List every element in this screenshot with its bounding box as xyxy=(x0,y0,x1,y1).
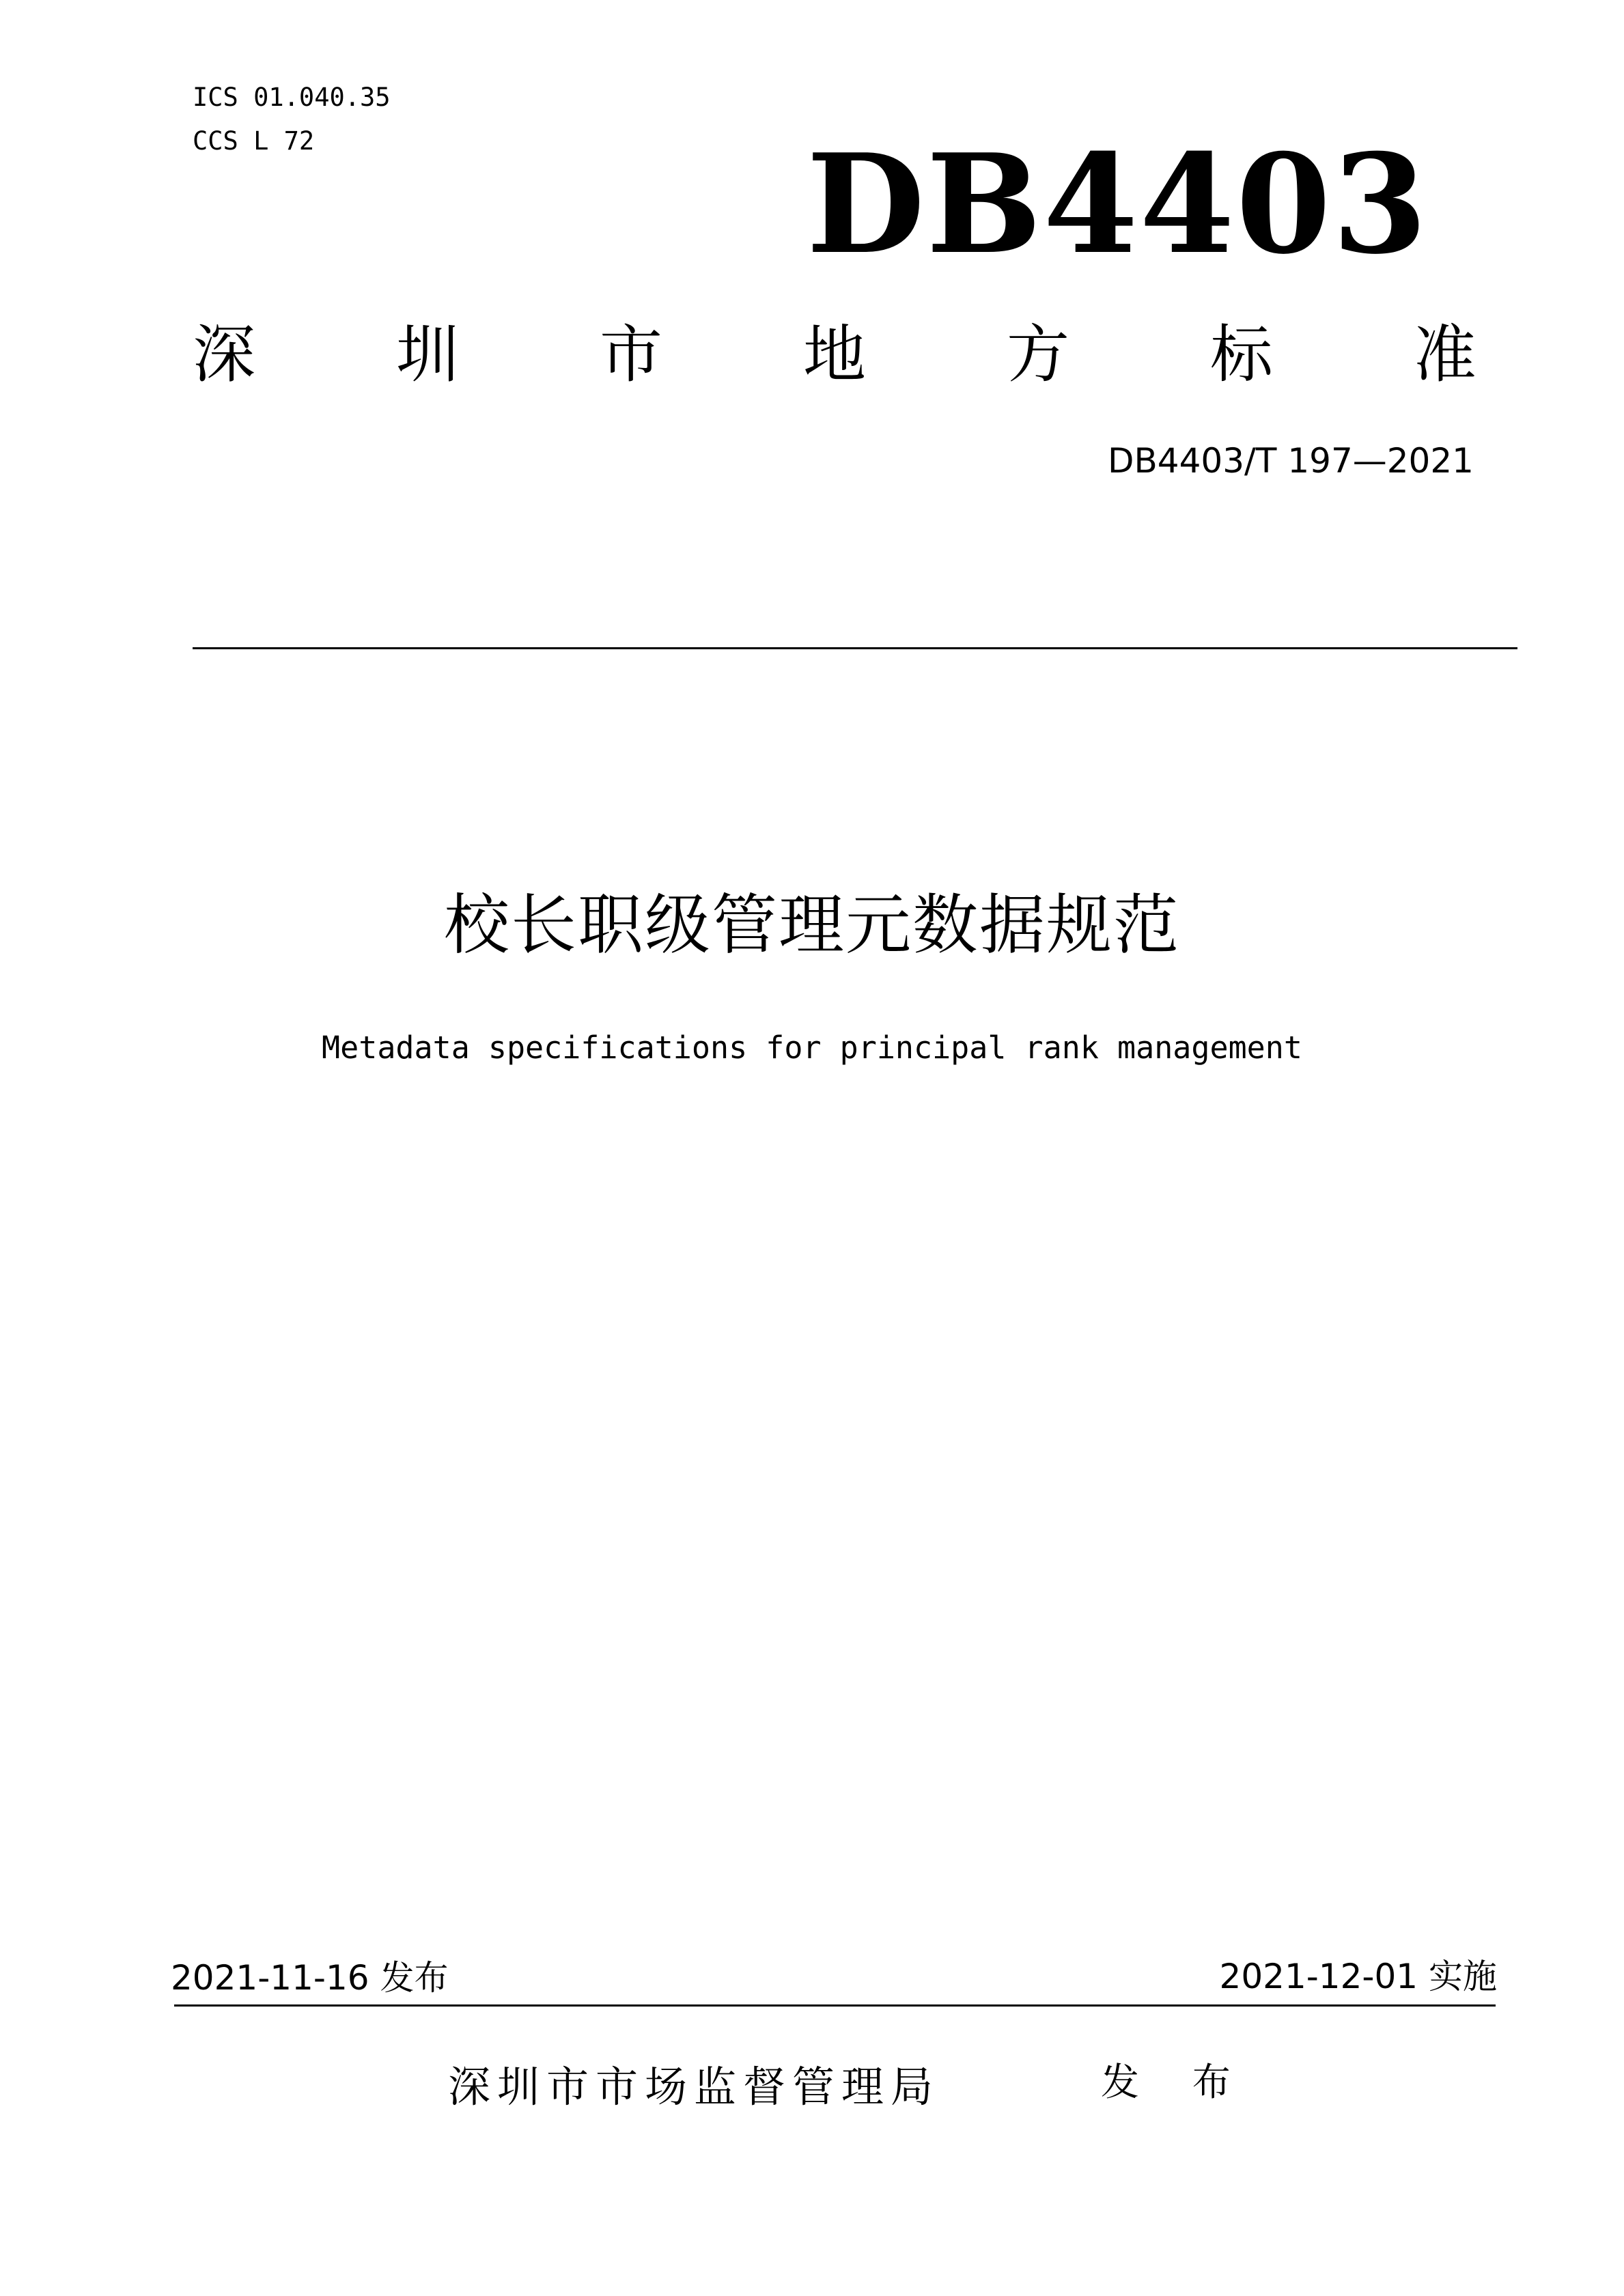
ics-code: ICS 01.040.35 xyxy=(193,83,391,112)
standard-type-char: 市 xyxy=(599,318,662,391)
standard-type-char: 深 xyxy=(193,318,256,391)
ccs-code: CCS L 72 xyxy=(193,126,315,156)
top-divider xyxy=(193,647,1517,649)
bottom-divider xyxy=(174,2004,1496,2007)
standard-type-char: 标 xyxy=(1209,318,1273,391)
db-code-mark: DB4403 xyxy=(806,124,1429,285)
issue-label: 发 布 xyxy=(1101,2060,1251,2105)
document-title-chinese: 校长职级管理元数据规范 xyxy=(444,887,1180,963)
standard-type-title xyxy=(193,314,1476,396)
publish-date: 2021-11-16 发布 xyxy=(171,1958,449,1998)
standard-type-char: 圳 xyxy=(395,318,459,391)
standard-number: DB4403/T 197—2021 xyxy=(1107,441,1474,481)
standard-type-char: 准 xyxy=(1413,318,1476,391)
standard-type-char: 方 xyxy=(1006,318,1069,391)
implementation-date: 2021-12-01 实施 xyxy=(1219,1957,1497,1996)
issuing-authority: 深圳市市场监督管理局 xyxy=(448,2062,940,2112)
document-title-english: Metadata specifications for principal rank management xyxy=(322,1030,1302,1066)
standard-type-char: 地 xyxy=(802,318,866,391)
